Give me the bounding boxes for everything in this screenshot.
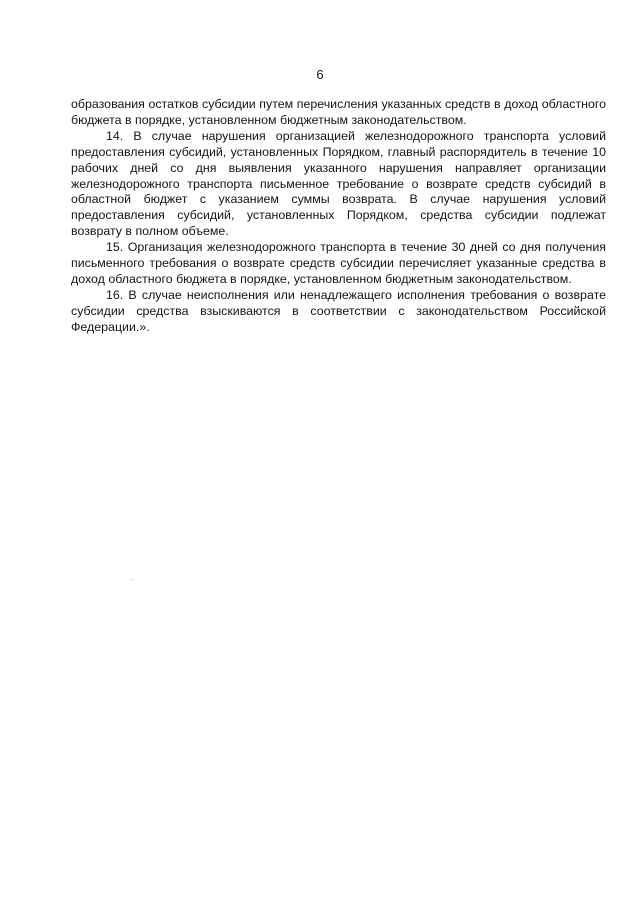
paragraph-14: 14. В случае нарушения организацией железнодорожного транспорта условий предоставления субсидий, установленных Порядком, главный распорядитель в течение 10 рабочих дней со дня выявления указанного нарушения направляет организации железнодорожного транспорта письменное требование о возврате средств субсидий в областной бюджет с указанием суммы возврата. В случае нарушения условий предоставления субсидий, установленных Порядком, средства субсидии подлежат возврату в полном объеме. [71,128,606,239]
paragraph-16: 16. В случае неисполнения или ненадлежащего исполнения требования о возврате субсидии средства взыскиваются в соответствии с законодательством Российской Федерации.». [71,287,606,334]
paragraph-15: 15. Организация железнодорожного транспорта в течение 30 дней со дня получения письменного требования о возврате средств субсидии перечисляет указанные средства в доход областного бюджета в порядке, установленном бюджетным законодательством. [71,240,606,286]
page-number: 6 [316,67,324,82]
scan-speck [132,579,133,580]
document-body [71,97,606,336]
paragraph-continuation: образования остатков субсидии путем перечисления указанных средств в доход областного бюджета в порядке, установленном бюджетным законодательством. [71,97,606,127]
